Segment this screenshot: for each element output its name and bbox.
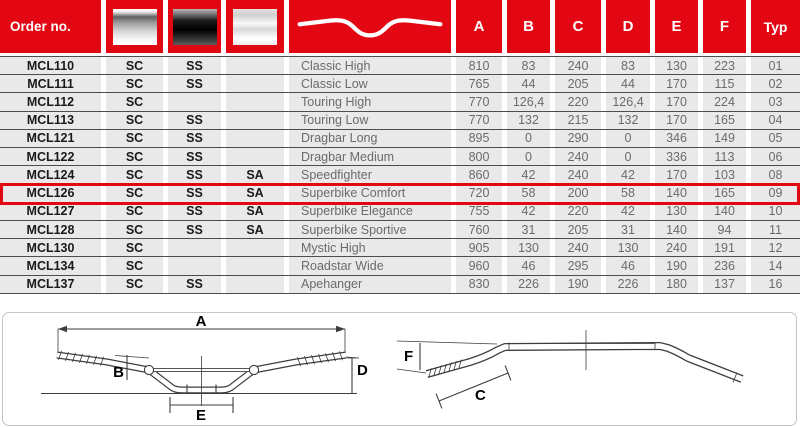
finish-ss-cell (168, 257, 221, 274)
dim-f-cell: 113 (703, 148, 746, 165)
dim-c-cell: 220 (555, 203, 601, 220)
finish-sc-cell: SC (106, 257, 163, 274)
dim-a-cell: 770 (456, 93, 502, 110)
finish-sc-cell: SC (106, 93, 163, 110)
table-row (0, 56, 800, 74)
dim-d-cell: 226 (606, 276, 650, 293)
table-row (0, 92, 800, 110)
model-name-cell: Touring Low (289, 112, 451, 129)
order-no-cell: MCL111 (0, 75, 101, 92)
finish-sc-cell: SC (106, 112, 163, 129)
dim-a-cell: 755 (456, 203, 502, 220)
order-no-cell: MCL134 (0, 257, 101, 274)
dim-header-e-label: E (671, 18, 682, 35)
dim-b-cell: 132 (507, 112, 550, 129)
dim-f-cell: 224 (703, 93, 746, 110)
typ-cell: 05 (751, 130, 800, 147)
dim-b-cell: 42 (507, 166, 550, 183)
typ-cell: 11 (751, 221, 800, 238)
finish-sa-cell (226, 57, 284, 74)
dim-d-cell: 42 (606, 166, 650, 183)
typ-cell: 03 (751, 93, 800, 110)
typ-cell: 08 (751, 166, 800, 183)
table-header (0, 0, 800, 53)
finish-sc-cell: SC (106, 203, 163, 220)
dim-a-cell: 860 (456, 166, 502, 183)
dim-e-cell: 170 (655, 93, 698, 110)
finish-ss-cell: SS (168, 130, 221, 147)
finish-sc-cell: SC (106, 75, 163, 92)
dim-label-b: B (113, 364, 124, 381)
finish-ss-cell (168, 239, 221, 256)
order-no-cell: MCL113 (0, 112, 101, 129)
dim-d-cell: 130 (606, 239, 650, 256)
dim-e-cell: 336 (655, 148, 698, 165)
dim-d-cell: 0 (606, 130, 650, 147)
model-name-cell: Classic High (289, 57, 451, 74)
dim-f-cell: 165 (703, 112, 746, 129)
dim-d-cell: 126,4 (606, 93, 650, 110)
table-row (0, 184, 800, 202)
order-no-header (0, 0, 101, 53)
table-row (0, 256, 800, 274)
dim-e-cell: 140 (655, 221, 698, 238)
order-no-cell: MCL112 (0, 93, 101, 110)
order-no-cell: MCL110 (0, 57, 101, 74)
dim-a-cell: 770 (456, 112, 502, 129)
silver-swatch-icon (233, 9, 277, 45)
dim-a-cell: 810 (456, 57, 502, 74)
dim-header-d-label: D (622, 18, 634, 35)
finish-sc-cell: SC (106, 166, 163, 183)
dim-header-typ-label: Typ (763, 18, 788, 35)
dim-c-cell: 290 (555, 130, 601, 147)
finish-sa-cell (226, 148, 284, 165)
dim-c-cell: 220 (555, 93, 601, 110)
dim-f-cell: 103 (703, 166, 746, 183)
dim-d-cell: 58 (606, 185, 650, 202)
finish-ss-cell: SS (168, 148, 221, 165)
dim-f-cell: 94 (703, 221, 746, 238)
dim-b-cell: 44 (507, 75, 550, 92)
dim-b-cell: 226 (507, 276, 550, 293)
dim-a-cell: 800 (456, 148, 502, 165)
dim-header-b (507, 0, 550, 53)
finish-ss-cell: SS (168, 57, 221, 74)
dim-f-cell: 223 (703, 57, 746, 74)
table-row (0, 129, 800, 147)
dimension-diagrams (2, 312, 797, 426)
finish-sa-cell (226, 130, 284, 147)
finish-ss-cell (168, 93, 221, 110)
dim-c-cell: 215 (555, 112, 601, 129)
dim-d-cell: 0 (606, 148, 650, 165)
dim-label-f: F (404, 348, 414, 365)
dim-c-cell: 240 (555, 57, 601, 74)
finish-sc-header (106, 0, 163, 53)
model-name-cell: Superbike Sportive (289, 221, 451, 238)
dim-a-cell: 760 (456, 221, 502, 238)
finish-sa-cell: SA (226, 185, 284, 202)
finish-sc-cell: SC (106, 57, 163, 74)
dim-header-a (456, 0, 502, 53)
dim-f-cell: 236 (703, 257, 746, 274)
handlebar-dimension-drawings (3, 313, 796, 425)
table-row (0, 202, 800, 220)
dim-header-a-label: A (473, 18, 485, 35)
finish-ss-cell: SS (168, 166, 221, 183)
dim-a-cell: 905 (456, 239, 502, 256)
dim-e-cell: 346 (655, 130, 698, 147)
finish-sa-cell (226, 239, 284, 256)
dim-e-cell: 240 (655, 239, 698, 256)
model-name-cell: Superbike Elegance (289, 203, 451, 220)
table-row (0, 165, 800, 183)
dim-b-cell: 83 (507, 57, 550, 74)
finish-sc-cell: SC (106, 239, 163, 256)
dim-e-cell: 180 (655, 276, 698, 293)
dim-e-cell: 140 (655, 185, 698, 202)
table-row (0, 74, 800, 92)
dim-d-cell: 31 (606, 221, 650, 238)
finish-sc-cell: SC (106, 130, 163, 147)
order-no-header-label: Order no. (10, 19, 71, 34)
typ-cell: 04 (751, 112, 800, 129)
model-name-cell: Dragbar Long (289, 130, 451, 147)
dim-b-cell: 130 (507, 239, 550, 256)
dim-label-e: E (195, 407, 207, 424)
finish-ss-cell: SS (168, 75, 221, 92)
finish-ss-cell: SS (168, 185, 221, 202)
finish-sa-header (226, 0, 284, 53)
dim-header-c (555, 0, 601, 53)
dim-c-cell: 205 (555, 75, 601, 92)
typ-cell: 10 (751, 203, 800, 220)
dim-a-cell: 830 (456, 276, 502, 293)
order-no-cell: MCL121 (0, 130, 101, 147)
dim-f-cell: 149 (703, 130, 746, 147)
dim-b-cell: 126,4 (507, 93, 550, 110)
finish-sa-cell (226, 93, 284, 110)
typ-cell: 01 (751, 57, 800, 74)
dim-d-cell: 42 (606, 203, 650, 220)
order-no-cell: MCL137 (0, 276, 101, 293)
dim-c-cell: 295 (555, 257, 601, 274)
dim-e-cell: 130 (655, 57, 698, 74)
finish-ss-header (168, 0, 221, 53)
dim-a-cell: 960 (456, 257, 502, 274)
model-name-cell: Mystic High (289, 239, 451, 256)
dim-c-cell: 205 (555, 221, 601, 238)
finish-sa-cell (226, 112, 284, 129)
finish-ss-cell: SS (168, 203, 221, 220)
order-no-cell: MCL130 (0, 239, 101, 256)
dim-d-cell: 46 (606, 257, 650, 274)
dim-e-cell: 170 (655, 166, 698, 183)
dim-b-cell: 46 (507, 257, 550, 274)
dim-d-cell: 132 (606, 112, 650, 129)
finish-sa-cell: SA (226, 221, 284, 238)
dim-f-cell: 140 (703, 203, 746, 220)
dim-label-d: D (357, 362, 368, 379)
top-view-diagram (397, 330, 742, 408)
dim-c-cell: 240 (555, 239, 601, 256)
dim-header-f (703, 0, 746, 53)
dim-b-cell: 0 (507, 148, 550, 165)
dim-a-cell: 720 (456, 185, 502, 202)
dim-f-cell: 165 (703, 185, 746, 202)
dim-header-b-label: B (523, 18, 534, 35)
dim-c-cell: 240 (555, 148, 601, 165)
chrome-swatch-icon (113, 9, 157, 45)
model-name-cell: Apehanger (289, 276, 451, 293)
dim-b-cell: 42 (507, 203, 550, 220)
table-row (0, 147, 800, 165)
order-no-cell: MCL128 (0, 221, 101, 238)
dim-e-cell: 190 (655, 257, 698, 274)
dim-header-d (606, 0, 650, 53)
black-swatch-icon (173, 9, 217, 45)
typ-cell: 09 (751, 185, 800, 202)
dim-c-cell: 200 (555, 185, 601, 202)
dim-header-f-label: F (719, 18, 730, 35)
dim-f-cell: 115 (703, 75, 746, 92)
model-name-cell: Dragbar Medium (289, 148, 451, 165)
finish-sa-cell: SA (226, 203, 284, 220)
order-no-cell: MCL122 (0, 148, 101, 165)
dim-label-a: A (195, 313, 207, 330)
order-no-cell: MCL126 (0, 185, 101, 202)
finish-sc-cell: SC (106, 148, 163, 165)
model-name-cell: Touring High (289, 93, 451, 110)
finish-sc-cell: SC (106, 221, 163, 238)
table-body (0, 56, 800, 294)
typ-cell: 12 (751, 239, 800, 256)
table-row (0, 238, 800, 256)
order-no-cell: MCL124 (0, 166, 101, 183)
finish-sa-cell (226, 276, 284, 293)
table-row (0, 111, 800, 129)
dim-c-cell: 240 (555, 166, 601, 183)
finish-sc-cell: SC (106, 276, 163, 293)
dim-b-cell: 58 (507, 185, 550, 202)
typ-cell: 14 (751, 257, 800, 274)
finish-sa-cell: SA (226, 166, 284, 183)
dim-b-cell: 31 (507, 221, 550, 238)
model-header (289, 0, 451, 53)
order-no-cell: MCL127 (0, 203, 101, 220)
table-row (0, 275, 800, 293)
finish-sc-cell: SC (106, 185, 163, 202)
dim-e-cell: 130 (655, 203, 698, 220)
finish-sa-cell (226, 257, 284, 274)
dim-a-cell: 895 (456, 130, 502, 147)
finish-ss-cell: SS (168, 112, 221, 129)
front-view-diagram (41, 313, 368, 424)
dim-b-cell: 0 (507, 130, 550, 147)
model-name-cell: Roadstar Wide (289, 257, 451, 274)
handlebar-icon (296, 13, 444, 41)
dim-label-c: C (475, 387, 486, 404)
dim-f-cell: 191 (703, 239, 746, 256)
typ-cell: 16 (751, 276, 800, 293)
dim-d-cell: 83 (606, 57, 650, 74)
model-name-cell: Speedfighter (289, 166, 451, 183)
dim-a-cell: 765 (456, 75, 502, 92)
dim-f-cell: 137 (703, 276, 746, 293)
model-name-cell: Classic Low (289, 75, 451, 92)
dim-header-e (655, 0, 698, 53)
dim-header-c-label: C (572, 18, 584, 35)
dim-c-cell: 190 (555, 276, 601, 293)
dim-d-cell: 44 (606, 75, 650, 92)
finish-sa-cell (226, 75, 284, 92)
typ-cell: 02 (751, 75, 800, 92)
dim-header-typ (751, 0, 800, 53)
model-name-cell: Superbike Comfort (289, 185, 451, 202)
dim-e-cell: 170 (655, 112, 698, 129)
typ-cell: 06 (751, 148, 800, 165)
finish-ss-cell: SS (168, 276, 221, 293)
finish-ss-cell: SS (168, 221, 221, 238)
table-row (0, 220, 800, 238)
dim-e-cell: 170 (655, 75, 698, 92)
